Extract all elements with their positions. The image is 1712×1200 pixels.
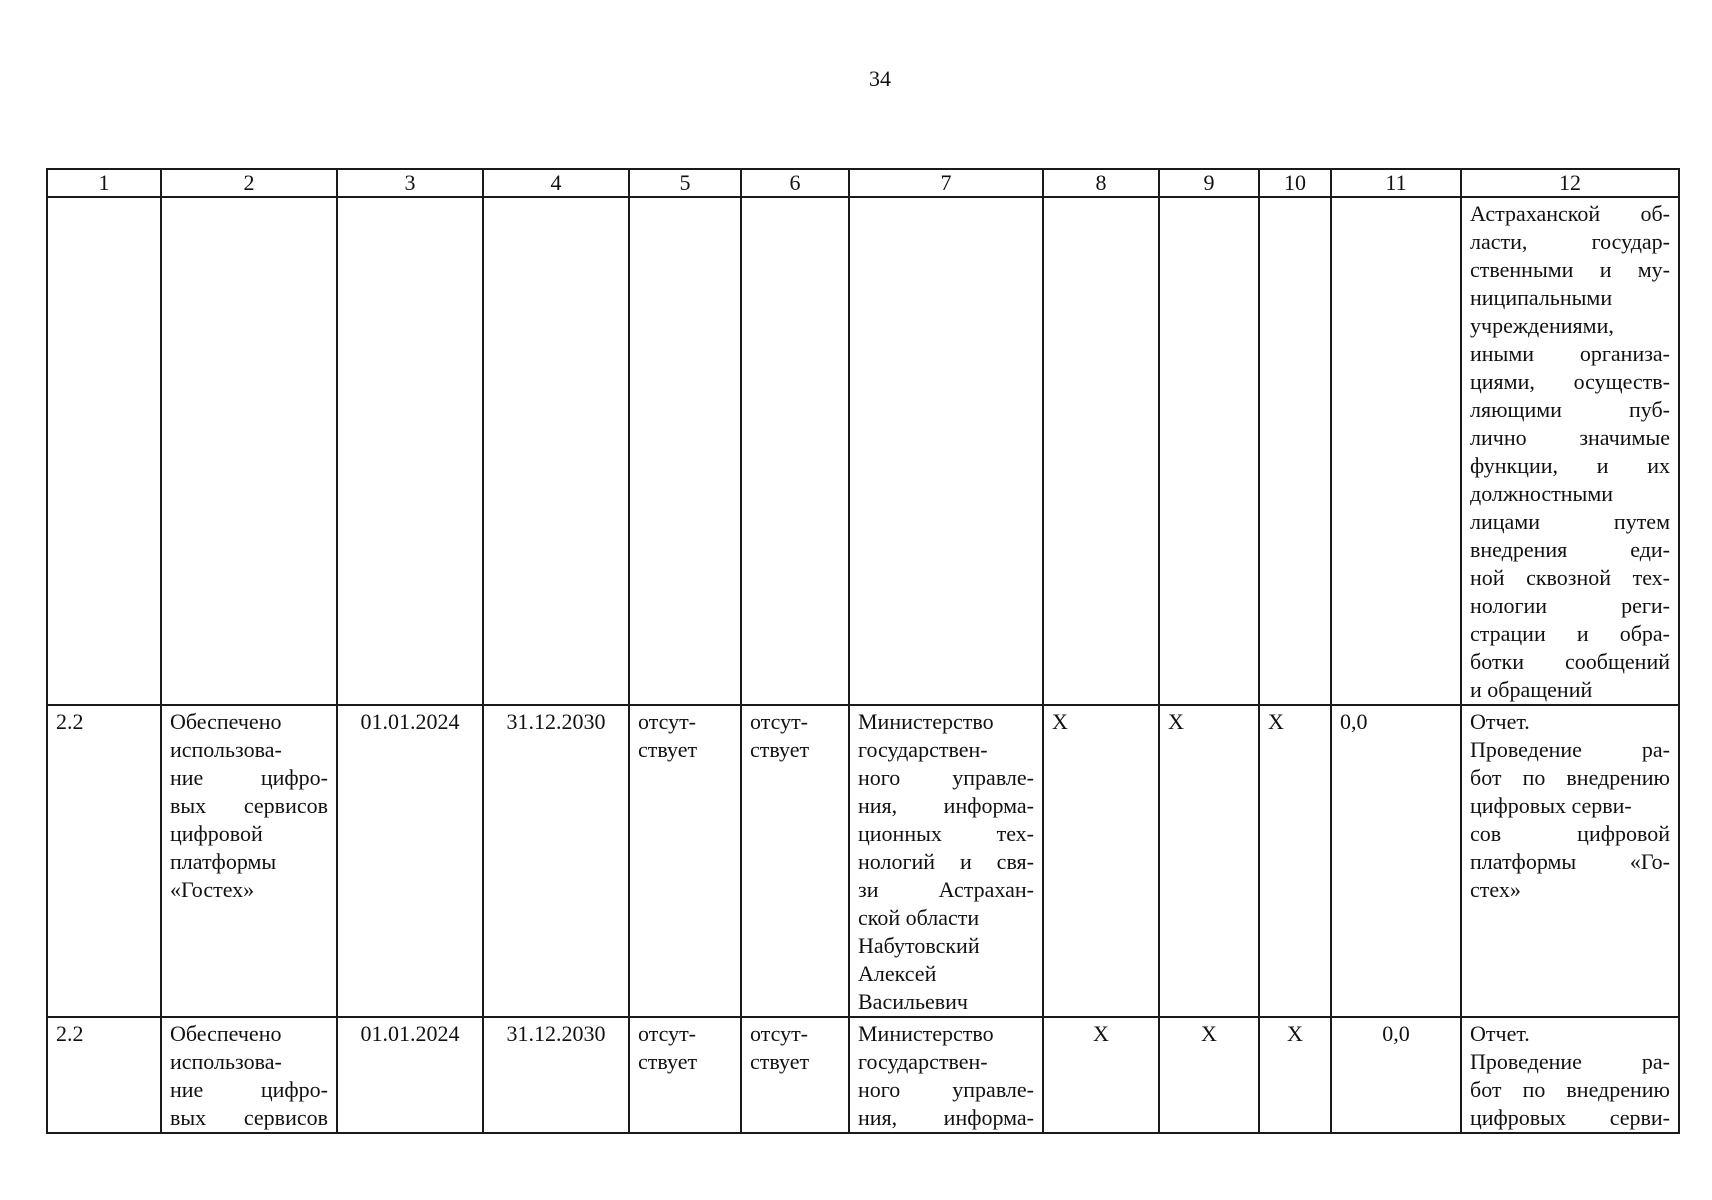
text-line: ния, информа- [858, 1105, 1034, 1130]
text-line: государствен- [858, 1049, 988, 1074]
text-line: учреждениями, [1470, 313, 1614, 338]
result-cell [161, 705, 337, 1017]
text-line: вых сервисов [170, 1105, 328, 1130]
text-line: иными организа- [1470, 341, 1670, 366]
col9-cell: X [1159, 1017, 1259, 1133]
text-line: отсут- [750, 709, 809, 734]
col6-cell [741, 1017, 849, 1133]
empty-cell [161, 197, 337, 705]
empty-cell [849, 197, 1043, 705]
text-line: ляющими пуб- [1470, 397, 1670, 422]
responsible-cell [849, 1017, 1043, 1133]
column-header: 10 [1259, 169, 1331, 197]
column-header: 12 [1461, 169, 1679, 197]
column-header: 9 [1159, 169, 1259, 197]
start-date: 01.01.2024 [337, 1017, 483, 1133]
text-line: Министерство [858, 1021, 994, 1046]
text-line: Астраханской об- [1470, 201, 1670, 226]
text-line: ботки сообщений [1470, 649, 1670, 674]
text-line: нологий и свя- [858, 849, 1034, 874]
result-cell [161, 1017, 337, 1133]
end-date: 31.12.2030 [483, 1017, 629, 1133]
text-line: Отчет. [1470, 709, 1530, 734]
text-line: вых сервисов [170, 793, 328, 818]
table-row [47, 705, 1679, 1017]
text-line: зи Астрахан- [858, 877, 1034, 902]
empty-cell [483, 197, 629, 705]
text-line: бот по внедрению [1470, 1077, 1670, 1102]
header-row [47, 169, 1679, 197]
text-line: отсут- [750, 1021, 809, 1046]
col8-cell: X [1043, 1017, 1159, 1133]
text-line: ного управле- [858, 1077, 1034, 1102]
text-line: Министерство [858, 709, 994, 734]
text-line: страции и обра- [1470, 621, 1670, 646]
text-line: ственными и му- [1470, 257, 1670, 282]
col9-cell: X [1159, 705, 1259, 1017]
empty-cell [1043, 197, 1159, 705]
column-header: 5 [629, 169, 741, 197]
table-row [47, 1017, 1679, 1133]
text-line: стех» [1470, 877, 1521, 902]
continuation-row [47, 197, 1679, 705]
plan-table [46, 168, 1680, 1134]
col11-cell: 0,0 [1331, 705, 1461, 1017]
column-header: 4 [483, 169, 629, 197]
text-line: платформы «Го- [1470, 849, 1670, 874]
empty-cell [1159, 197, 1259, 705]
col8-cell: X [1043, 705, 1159, 1017]
text-line: Проведение ра- [1470, 737, 1670, 762]
text-line: «Гостех» [170, 877, 255, 902]
text-line: нологии реги- [1470, 593, 1670, 618]
text-line: Васильевич [858, 989, 968, 1014]
text-line: Обеспечено [170, 709, 282, 734]
column-header: 11 [1331, 169, 1461, 197]
text-line: цифровой [170, 821, 263, 846]
text-line: Проведение ра- [1470, 1049, 1670, 1074]
end-date: 31.12.2030 [483, 705, 629, 1017]
col10-cell: X [1259, 705, 1331, 1017]
text-line: бот по внедрению [1470, 765, 1670, 790]
row-number: 2.2 [47, 705, 161, 1017]
text-line: сов цифровой [1470, 821, 1670, 846]
text-line: ниципальными [1470, 285, 1613, 310]
text-line: цифровых серви- [1470, 793, 1632, 818]
column-header: 8 [1043, 169, 1159, 197]
text-line: Обеспечено [170, 1021, 282, 1046]
empty-cell [337, 197, 483, 705]
text-line: ласти, государ- [1470, 229, 1670, 254]
text-line: государствен- [858, 737, 988, 762]
text-line: ствует [750, 737, 810, 762]
text-line: ние цифро- [170, 765, 328, 790]
page-number [0, 66, 1712, 92]
notes-cell [1461, 1017, 1679, 1133]
text-line: и обращений [1470, 677, 1593, 702]
row-number: 2.2 [47, 1017, 161, 1133]
empty-cell [741, 197, 849, 705]
text-line: лицами путем [1470, 509, 1670, 534]
text-line: ствует [638, 737, 698, 762]
text-line: использова- [170, 1049, 282, 1074]
empty-cell [629, 197, 741, 705]
text-line: использова- [170, 737, 282, 762]
text-line: платформы [170, 849, 277, 874]
column-header: 7 [849, 169, 1043, 197]
notes-cell [1461, 705, 1679, 1017]
empty-cell [1331, 197, 1461, 705]
text-line: Алексей [858, 961, 937, 986]
empty-cell [1259, 197, 1331, 705]
continuation-notes [1461, 197, 1679, 705]
col11-cell: 0,0 [1331, 1017, 1461, 1133]
col5-cell [629, 705, 741, 1017]
text-line: должностными [1470, 481, 1614, 506]
text-line: ционных тех- [858, 821, 1034, 846]
column-header: 1 [47, 169, 161, 197]
text-line: отсут- [638, 1021, 697, 1046]
col10-cell: X [1259, 1017, 1331, 1133]
empty-cell [47, 197, 161, 705]
text-line: цифровых серви- [1470, 1105, 1670, 1130]
column-header: 3 [337, 169, 483, 197]
text-line: ния, информа- [858, 793, 1034, 818]
text-line: ской области [858, 905, 980, 930]
page-number-text: 34 [869, 66, 891, 91]
text-line: циями, осуществ- [1470, 369, 1670, 394]
column-header: 6 [741, 169, 849, 197]
text-line: отсут- [638, 709, 697, 734]
text-line: Набутовский [858, 933, 980, 958]
text-line: ного управле- [858, 765, 1034, 790]
text-line: внедрения еди- [1470, 537, 1670, 562]
text-line: лично значимые [1470, 425, 1670, 450]
text-line: Отчет. [1470, 1021, 1530, 1046]
text-line: ной сквозной тех- [1470, 565, 1670, 590]
text-line: ствует [638, 1049, 698, 1074]
col6-cell [741, 705, 849, 1017]
column-header: 2 [161, 169, 337, 197]
text-line: функции, и их [1470, 453, 1670, 478]
text-line: ние цифро- [170, 1077, 328, 1102]
responsible-cell [849, 705, 1043, 1017]
start-date: 01.01.2024 [337, 705, 483, 1017]
col5-cell [629, 1017, 741, 1133]
text-line: ствует [750, 1049, 810, 1074]
